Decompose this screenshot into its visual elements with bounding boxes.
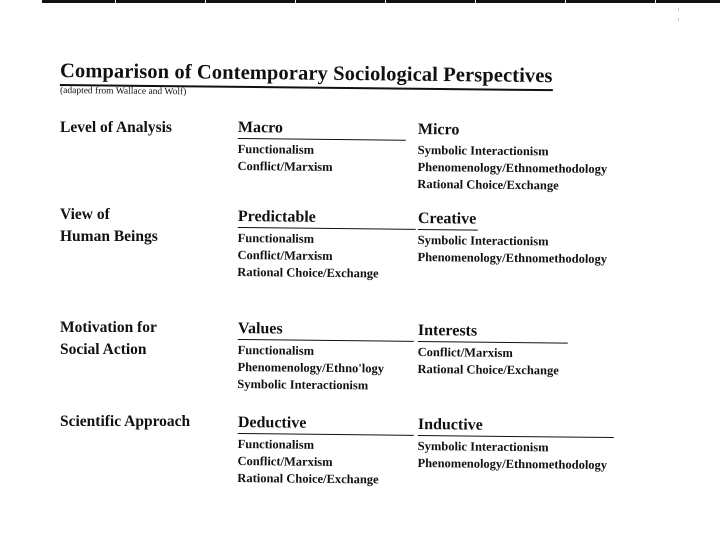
row1-right-heading: Micro (417, 121, 460, 139)
row4-right-items (417, 438, 613, 474)
row2-left-items (237, 230, 416, 283)
list-item: Symbolic Interactionism (417, 232, 549, 249)
list-item: Conflict/Marxism (417, 344, 513, 360)
list-item: Phenomenology/Ethnomethodology (417, 455, 608, 472)
list-item: Conflict/Marxism (237, 247, 333, 263)
scan-speck (678, 18, 679, 21)
row2-right-items (417, 232, 608, 267)
top-border-rule (42, 0, 720, 3)
list-item: Symbolic Interactionism (417, 438, 549, 455)
list-item: Symbolic Interactionism (417, 142, 549, 159)
page-subtitle: (adapted from Wallace and Wolf) (59, 86, 187, 98)
row3-left-heading: Values (238, 320, 414, 342)
row-label-motivation-for-social-action: Motivation for Social Action (60, 319, 157, 358)
row3-right-column (417, 322, 568, 380)
row3-right-items (417, 344, 567, 380)
top-rule-gap (295, 0, 296, 4)
row3-right-heading: Interests (418, 322, 568, 344)
list-item: Phenomenology/Ethnomethodology (417, 249, 608, 266)
top-rule-gap (385, 0, 386, 4)
title-block (60, 60, 553, 96)
row-label-scientific-approach: Scientific Approach (60, 413, 191, 430)
row1-left-heading: Macro (238, 119, 406, 141)
row2-left-heading: Predictable (238, 208, 416, 230)
top-rule-gap (475, 0, 476, 4)
row-label-level-of-analysis: Level of Analysis (60, 119, 172, 136)
row1-left-column (237, 119, 406, 177)
top-rule-gap (205, 0, 206, 4)
row2-right-heading: Creative (418, 210, 478, 231)
row2-right-column (417, 210, 608, 267)
row3-left-column (237, 320, 414, 395)
row1-right-items (417, 142, 608, 195)
top-rule-gap (565, 0, 566, 4)
row4-left-column (237, 414, 414, 489)
row2-left-column (237, 208, 416, 283)
row4-right-column (417, 416, 614, 474)
top-rule-gap (655, 0, 656, 4)
row-label-view-of-human-beings: View of Human Beings (60, 206, 158, 245)
list-item: Rational Choice/Exchange (417, 361, 559, 378)
scan-speck (678, 8, 679, 11)
row4-right-heading: Inductive (418, 416, 614, 438)
top-rule-gap (115, 0, 116, 4)
list-item: Functionalism (237, 141, 315, 157)
list-item: Conflict/Marxism (237, 453, 333, 469)
list-item: Functionalism (237, 436, 315, 452)
page-title: Comparison of Contemporary Sociological Perspectives (60, 60, 553, 91)
row1-left-items (237, 141, 405, 177)
list-item: Functionalism (237, 230, 315, 246)
list-item: Rational Choice/Exchange (417, 176, 559, 193)
list-item: Rational Choice/Exchange (237, 264, 379, 281)
row4-left-items (237, 436, 414, 489)
list-item: Symbolic Interactionism (237, 376, 369, 393)
list-item: Rational Choice/Exchange (237, 470, 379, 487)
list-item: Conflict/Marxism (237, 158, 333, 174)
row3-left-items (237, 342, 414, 395)
list-item: Phenomenology/Ethnomethodology (417, 159, 608, 176)
list-item: Phenomenology/Ethno'logy (237, 359, 385, 376)
list-item: Functionalism (237, 342, 315, 358)
row4-left-heading: Deductive (238, 414, 414, 436)
row1-right-column (417, 121, 608, 195)
